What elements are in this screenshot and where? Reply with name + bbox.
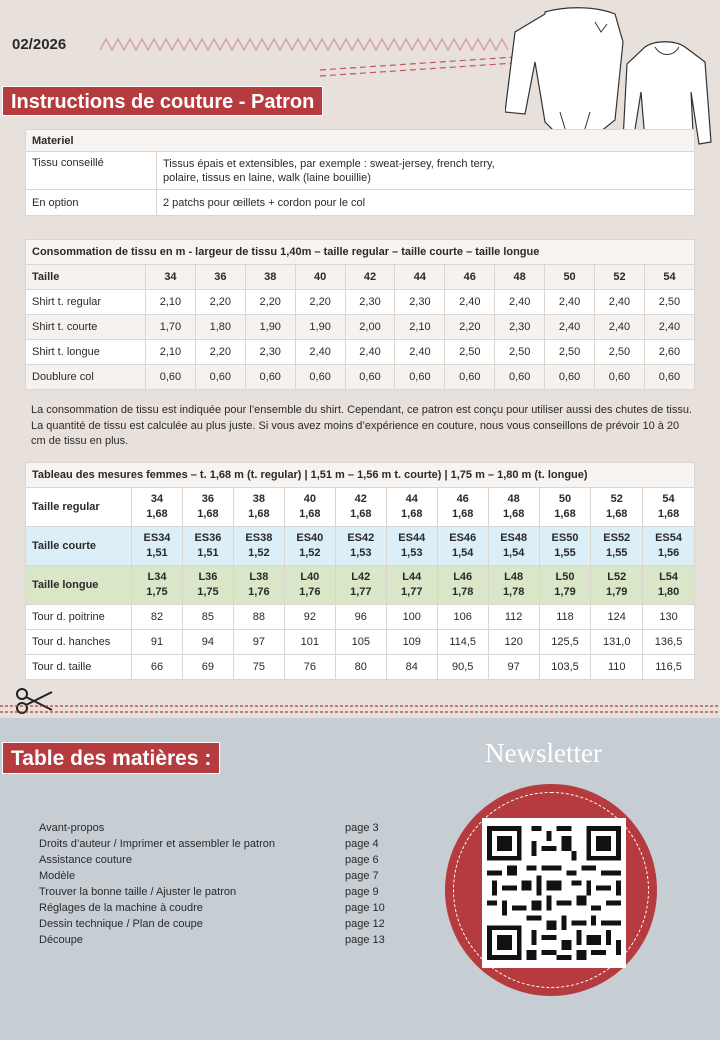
table-row <box>26 340 695 365</box>
size-code: L50 <box>555 571 575 583</box>
height-value: 1,80 <box>657 586 680 598</box>
size-cell: 36 <box>195 265 245 290</box>
value-cell: 106 <box>437 605 488 630</box>
size-cell: 48 <box>495 265 545 290</box>
toc-item-page: page 13 <box>345 934 385 946</box>
toc-item-page: page 3 <box>345 822 379 834</box>
size-cell <box>233 527 284 566</box>
value-cell: 2,40 <box>445 290 495 315</box>
size-cell <box>182 566 233 605</box>
value-cell: 125,5 <box>539 630 591 655</box>
value-cell: 109 <box>386 630 437 655</box>
toc-item-page: page 7 <box>345 870 379 882</box>
size-cell <box>335 566 386 605</box>
height-value: 1,53 <box>401 547 423 559</box>
header-cell: Taille <box>26 265 146 290</box>
size-cell <box>539 488 591 527</box>
value-cell: 112 <box>488 605 539 630</box>
height-value: 1,68 <box>554 508 576 520</box>
height-value: 1,51 <box>197 547 219 559</box>
height-value: 1,52 <box>248 547 270 559</box>
value-cell: 1,80 <box>195 315 245 340</box>
value-cell: 0,60 <box>146 365 196 390</box>
size-cell <box>182 488 233 527</box>
size-code: L44 <box>402 571 422 583</box>
size-cell: 54 <box>644 265 694 290</box>
value-cell: 2,20 <box>445 315 495 340</box>
size-cell <box>488 488 539 527</box>
height-value: 1,78 <box>451 586 474 598</box>
toc-item-label: Avant-propos <box>39 822 105 834</box>
size-cell <box>132 527 183 566</box>
toc-item-page: page 10 <box>345 902 385 914</box>
size-cell: 46 <box>445 265 495 290</box>
row-label: Taille regular <box>26 488 132 527</box>
value-cell: 2,30 <box>345 290 395 315</box>
height-value: 1,75 <box>197 586 219 598</box>
toc-item[interactable] <box>39 916 389 932</box>
height-value: 1,79 <box>606 586 628 598</box>
value-cell: 82 <box>132 605 183 630</box>
size-cell: 52 <box>595 265 645 290</box>
size-code: 34 <box>150 493 164 505</box>
table-row <box>26 315 695 340</box>
measurements-table <box>25 462 695 680</box>
value-cell: 66 <box>132 655 183 680</box>
toc-item[interactable] <box>39 884 389 900</box>
size-cell <box>437 488 488 527</box>
size-code: 42 <box>354 493 367 505</box>
height-value: 1,51 <box>146 547 168 559</box>
value-cell: 0,60 <box>445 365 495 390</box>
issue-date: 02/2026 <box>12 36 67 53</box>
toc-item-label: Dessin technique / Plan de coupe <box>39 918 203 930</box>
value-cell: 114,5 <box>437 630 488 655</box>
value-cell: 2,40 <box>545 315 595 340</box>
toc-item[interactable] <box>39 900 389 916</box>
materials-value <box>157 152 695 190</box>
height-value: 1,68 <box>606 508 628 520</box>
size-cell <box>488 527 539 566</box>
size-cell <box>233 488 284 527</box>
value-cell: 136,5 <box>643 630 695 655</box>
size-cell <box>335 527 386 566</box>
value-cell: 2,10 <box>146 290 196 315</box>
value-cell: 1,90 <box>295 315 345 340</box>
toc-title: Table des matières : <box>2 742 220 774</box>
size-code: ES34 <box>143 532 171 544</box>
size-cell <box>386 527 437 566</box>
size-code: 40 <box>303 493 316 505</box>
value-cell: 0,60 <box>545 365 595 390</box>
value-cell: 110 <box>591 655 643 680</box>
value-cell: 0,60 <box>644 365 694 390</box>
size-code: 46 <box>456 493 469 505</box>
table-of-contents <box>39 820 389 948</box>
size-cell <box>437 527 488 566</box>
materials-value: 2 patchs pour œillets + cordon pour le col <box>157 190 695 216</box>
materials-label: En option <box>26 190 157 216</box>
value-cell: 97 <box>233 630 284 655</box>
table-row <box>26 630 695 655</box>
value-cell: 88 <box>233 605 284 630</box>
value-cell: 2,30 <box>495 315 545 340</box>
row-label: Tour d. taille <box>26 655 132 680</box>
height-value: 1,79 <box>554 586 576 598</box>
height-value: 1,76 <box>299 586 321 598</box>
value-cell: 2,10 <box>395 315 445 340</box>
value-cell: 69 <box>182 655 233 680</box>
value-cell: 2,40 <box>644 315 694 340</box>
size-cell <box>539 566 591 605</box>
materials-title: Materiel <box>26 130 695 152</box>
height-value: 1,68 <box>146 508 168 520</box>
size-cell <box>386 488 437 527</box>
height-value: 1,75 <box>146 586 168 598</box>
value-cell: 2,20 <box>195 340 245 365</box>
value-cell: 92 <box>284 605 335 630</box>
materials-label: Tissu conseillé <box>26 152 157 190</box>
height-value: 1,55 <box>554 547 576 559</box>
value-cell: 84 <box>386 655 437 680</box>
value-cell: 96 <box>335 605 386 630</box>
value-cell: 80 <box>335 655 386 680</box>
size-cell: 34 <box>146 265 196 290</box>
value-cell: 1,90 <box>245 315 295 340</box>
height-value: 1,77 <box>350 586 372 598</box>
height-value: 1,53 <box>350 547 372 559</box>
size-cell <box>284 527 335 566</box>
value-cell: 130 <box>643 605 695 630</box>
height-value: 1,68 <box>248 508 270 520</box>
size-code: L36 <box>198 571 218 583</box>
size-code: 44 <box>405 493 418 505</box>
value-cell: 76 <box>284 655 335 680</box>
height-value: 1,68 <box>197 508 219 520</box>
size-code: ES46 <box>449 532 477 544</box>
size-code: ES50 <box>551 532 579 544</box>
value-cell: 0,60 <box>245 365 295 390</box>
value-cell: 94 <box>182 630 233 655</box>
size-code: L42 <box>351 571 371 583</box>
size-row-regular <box>26 488 695 527</box>
toc-item-label: Réglages de la machine à coudre <box>39 902 203 914</box>
size-code: L54 <box>659 571 679 583</box>
toc-item-page: page 6 <box>345 854 379 866</box>
size-cell <box>132 566 183 605</box>
value-cell: 2,10 <box>146 340 196 365</box>
table-row <box>26 605 695 630</box>
value-cell: 2,40 <box>595 315 645 340</box>
value-cell: 2,40 <box>495 290 545 315</box>
size-code: 52 <box>610 493 623 505</box>
size-cell <box>488 566 539 605</box>
value-cell: 103,5 <box>539 655 591 680</box>
size-cell <box>643 527 695 566</box>
size-cell: 38 <box>245 265 295 290</box>
value-cell: 124 <box>591 605 643 630</box>
size-row-short <box>26 527 695 566</box>
value-cell: 90,5 <box>437 655 488 680</box>
toc-item-label: Découpe <box>39 934 84 946</box>
size-row-long <box>26 566 695 605</box>
row-label: Tour d. poitrine <box>26 605 132 630</box>
toc-item-page: page 9 <box>345 886 379 898</box>
size-cell <box>643 566 695 605</box>
toc-item-label: Assistance couture <box>39 854 132 866</box>
height-value: 1,68 <box>299 508 321 520</box>
newsletter-title: Newsletter <box>485 738 602 768</box>
size-cell: 44 <box>395 265 445 290</box>
value-cell: 2,50 <box>644 290 694 315</box>
size-code: ES48 <box>500 532 528 544</box>
value-cell: 0,60 <box>495 365 545 390</box>
value-cell: 2,20 <box>245 290 295 315</box>
value-cell: 0,60 <box>195 365 245 390</box>
row-label: Shirt t. courte <box>26 315 146 340</box>
size-code: ES36 <box>194 532 222 544</box>
value-cell: 85 <box>182 605 233 630</box>
size-code: 50 <box>558 493 572 505</box>
value-cell: 131,0 <box>591 630 643 655</box>
size-code: ES54 <box>655 532 682 544</box>
value-cell: 2,40 <box>545 290 595 315</box>
row-label: Taille courte <box>26 527 132 566</box>
value-cell: 116,5 <box>643 655 695 680</box>
size-code: 38 <box>252 493 265 505</box>
value-cell: 2,50 <box>495 340 545 365</box>
size-code: L48 <box>504 571 524 583</box>
toc-item-label: Droits d’auteur / Imprimer et assembler le patron <box>39 838 275 850</box>
size-cell <box>539 527 591 566</box>
value-cell: 2,60 <box>644 340 694 365</box>
value-cell: 101 <box>284 630 335 655</box>
consumption-header-row <box>26 265 695 290</box>
size-cell <box>132 488 183 527</box>
row-label: Tour d. hanches <box>26 630 132 655</box>
height-value: 1,55 <box>606 547 628 559</box>
row-label: Shirt t. regular <box>26 290 146 315</box>
value-cell: 2,50 <box>595 340 645 365</box>
height-value: 1,68 <box>657 508 680 520</box>
size-code: L46 <box>453 571 473 583</box>
size-cell: 42 <box>345 265 395 290</box>
size-cell <box>335 488 386 527</box>
size-code: L34 <box>147 571 167 583</box>
height-value: 1,77 <box>401 586 423 598</box>
size-code: L40 <box>300 571 320 583</box>
size-cell: 50 <box>545 265 595 290</box>
height-value: 1,68 <box>350 508 372 520</box>
height-value: 1,78 <box>502 586 525 598</box>
table-row <box>26 290 695 315</box>
toc-item-label: Modèle <box>39 870 76 882</box>
value-cell: 0,60 <box>395 365 445 390</box>
size-code: ES44 <box>398 532 426 544</box>
size-code: ES40 <box>296 532 324 544</box>
value-cell: 2,20 <box>195 290 245 315</box>
height-value: 1,76 <box>248 586 270 598</box>
value-cell: 2,30 <box>395 290 445 315</box>
size-cell: 40 <box>295 265 345 290</box>
size-code: ES38 <box>245 532 273 544</box>
height-value: 1,68 <box>502 508 525 520</box>
toc-item[interactable] <box>39 932 389 948</box>
materials-table <box>25 129 695 216</box>
value-cell: 2,40 <box>295 340 345 365</box>
size-code: 36 <box>201 493 215 505</box>
value-cell: 100 <box>386 605 437 630</box>
height-value: 1,56 <box>657 547 680 559</box>
toc-item[interactable] <box>39 836 389 852</box>
height-value: 1,68 <box>451 508 474 520</box>
height-value: 1,52 <box>299 547 321 559</box>
size-cell <box>591 488 643 527</box>
toc-item-page: page 4 <box>345 838 379 850</box>
value-cell: 2,50 <box>445 340 495 365</box>
size-code: ES42 <box>347 532 375 544</box>
row-label: Doublure col <box>26 365 146 390</box>
size-code: 48 <box>507 493 520 505</box>
size-cell <box>182 527 233 566</box>
value-cell: 105 <box>335 630 386 655</box>
size-code: L52 <box>607 571 627 583</box>
value-cell: 2,30 <box>245 340 295 365</box>
qr-code-icon[interactable] <box>482 818 626 968</box>
value-cell: 2,40 <box>395 340 445 365</box>
size-cell <box>591 527 643 566</box>
size-code: ES52 <box>603 532 631 544</box>
height-value: 1,68 <box>401 508 423 520</box>
toc-item-page: page 12 <box>345 918 385 930</box>
value-cell: 91 <box>132 630 183 655</box>
measurements-title: Tableau des mesures femmes – t. 1,68 m (t. regular) | 1,51 m – 1,56 m t. courte) | 1,75 m – 1,80 m (t. longue) <box>26 463 695 488</box>
value-cell: 2,00 <box>345 315 395 340</box>
table-row <box>26 655 695 680</box>
table-row <box>26 365 695 390</box>
size-cell <box>284 488 335 527</box>
height-value: 1,54 <box>451 547 474 559</box>
size-cell <box>591 566 643 605</box>
size-code: 54 <box>662 493 675 505</box>
value-cell: 75 <box>233 655 284 680</box>
value-cell: 118 <box>539 605 591 630</box>
row-label: Taille longue <box>26 566 132 605</box>
page-title: Instructions de couture - Patron <box>2 86 323 116</box>
value-cell: 0,60 <box>295 365 345 390</box>
toc-item-label: Trouver la bonne taille / Ajuster le patron <box>39 886 237 898</box>
toc-item[interactable] <box>39 852 389 868</box>
value-cell: 0,60 <box>595 365 645 390</box>
value-cell: 120 <box>488 630 539 655</box>
value-cell: 2,20 <box>295 290 345 315</box>
value-cell: 1,70 <box>146 315 196 340</box>
height-value: 1,54 <box>502 547 525 559</box>
size-cell <box>386 566 437 605</box>
fabric-note: La consommation de tissu est indiquée pour l’ensemble du shirt. Cependant, ce patron est conçu pour utiliser aussi des chutes de tissu. La quantité de tissu est calculée au plus juste. Si vous avez moins d’expérience en couture, nous vous conseillons de prévoir 10 à 20 cm de tissu en plus. <box>31 404 692 447</box>
size-cell <box>233 566 284 605</box>
materials-value-line: Tissus épais et extensibles, par exemple : sweat-jersey, french terry, <box>163 158 495 170</box>
stitch-line-icon <box>0 703 720 715</box>
value-cell: 0,60 <box>345 365 395 390</box>
row-label: Shirt t. longue <box>26 340 146 365</box>
size-cell <box>643 488 695 527</box>
consumption-title: Consommation de tissu en m - largeur de tissu 1,40m – taille regular – taille courte – taille longue <box>26 240 695 265</box>
size-cell <box>284 566 335 605</box>
size-code: L38 <box>249 571 269 583</box>
value-cell: 2,40 <box>595 290 645 315</box>
consumption-table <box>25 239 695 390</box>
value-cell: 2,40 <box>345 340 395 365</box>
value-cell: 2,50 <box>545 340 595 365</box>
toc-item[interactable] <box>39 820 389 836</box>
materials-value-line: polaire, tissus en laine, walk (laine bouillie) <box>163 172 371 184</box>
toc-item[interactable] <box>39 868 389 884</box>
size-cell <box>437 566 488 605</box>
value-cell: 97 <box>488 655 539 680</box>
